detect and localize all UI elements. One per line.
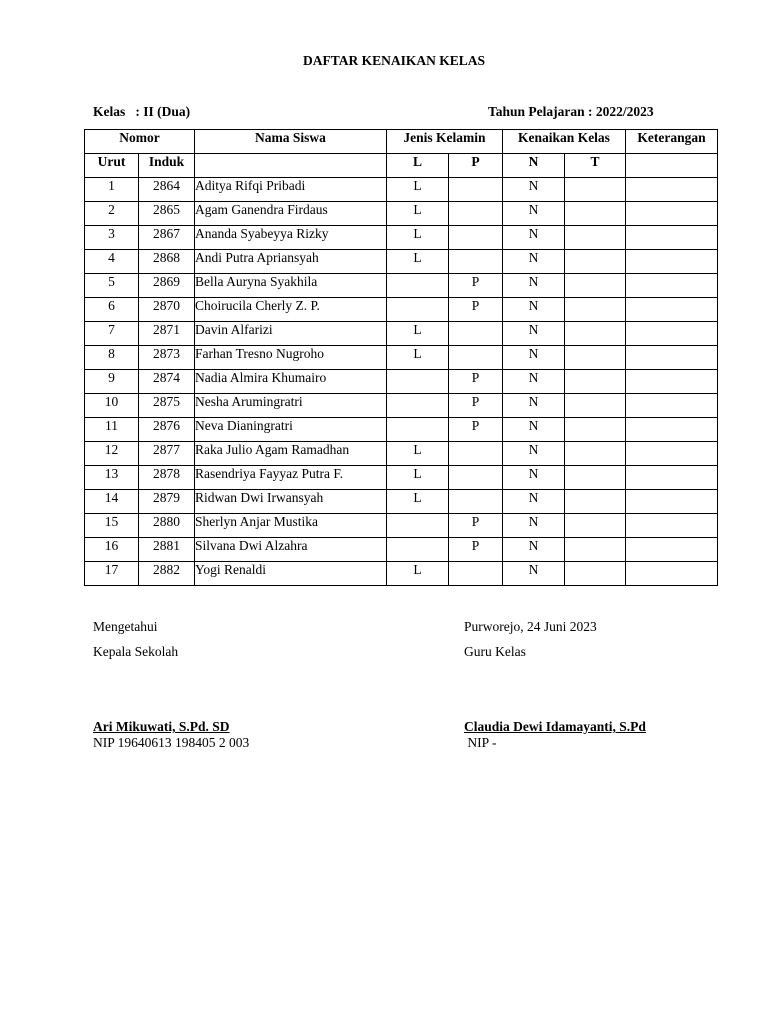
cell-tinggal xyxy=(565,466,626,490)
cell-keterangan xyxy=(626,394,718,418)
cell-urut: 1 xyxy=(85,178,139,202)
table-row xyxy=(85,394,718,418)
cell-induk: 2870 xyxy=(139,298,195,322)
cell-perempuan xyxy=(449,202,503,226)
cell-keterangan xyxy=(626,562,718,586)
cell-naik: N xyxy=(503,490,565,514)
cell-tinggal xyxy=(565,538,626,562)
cell-perempuan: P xyxy=(449,394,503,418)
cell-naik: N xyxy=(503,394,565,418)
cell-naik: N xyxy=(503,442,565,466)
cell-urut: 14 xyxy=(85,490,139,514)
cell-naik: N xyxy=(503,250,565,274)
cell-naik: N xyxy=(503,322,565,346)
cell-perempuan xyxy=(449,490,503,514)
cell-nama-siswa: Andi Putra Apriansyah xyxy=(195,250,387,274)
cell-naik: N xyxy=(503,346,565,370)
cell-urut: 11 xyxy=(85,418,139,442)
cell-tinggal xyxy=(565,370,626,394)
table-row xyxy=(85,298,718,322)
cell-laki-laki: L xyxy=(387,346,449,370)
cell-laki-laki: L xyxy=(387,250,449,274)
cell-keterangan xyxy=(626,298,718,322)
table-row xyxy=(85,178,718,202)
class-label: Kelas : II (Dua) xyxy=(93,104,191,119)
cell-keterangan xyxy=(626,274,718,298)
cell-nama-siswa: Yogi Renaldi xyxy=(195,562,387,586)
cell-nama-siswa: Choirucila Cherly Z. P. xyxy=(195,298,387,322)
header-l: L xyxy=(387,154,449,178)
table-row xyxy=(85,538,718,562)
cell-keterangan xyxy=(626,442,718,466)
table-row xyxy=(85,466,718,490)
header-nomor: Nomor xyxy=(85,130,195,154)
header-row-sub xyxy=(85,154,718,178)
cell-perempuan xyxy=(449,442,503,466)
cell-nama-siswa: Sherlyn Anjar Mustika xyxy=(195,514,387,538)
table-row xyxy=(85,250,718,274)
cell-perempuan xyxy=(449,466,503,490)
cell-keterangan xyxy=(626,346,718,370)
header-kenaikan-kelas: Kenaikan Kelas xyxy=(503,130,626,154)
cell-naik: N xyxy=(503,298,565,322)
header-nama-siswa: Nama Siswa xyxy=(195,130,387,154)
cell-keterangan xyxy=(626,538,718,562)
cell-tinggal xyxy=(565,346,626,370)
cell-induk: 2876 xyxy=(139,418,195,442)
cell-naik: N xyxy=(503,370,565,394)
cell-induk: 2867 xyxy=(139,226,195,250)
cell-keterangan xyxy=(626,226,718,250)
table-row xyxy=(85,442,718,466)
sig-right-line1: Purworejo, 24 Juni 2023 xyxy=(464,619,597,634)
cell-urut: 13 xyxy=(85,466,139,490)
cell-naik: N xyxy=(503,178,565,202)
table-row xyxy=(85,490,718,514)
cell-tinggal xyxy=(565,274,626,298)
cell-laki-laki: L xyxy=(387,322,449,346)
cell-naik: N xyxy=(503,274,565,298)
cell-tinggal xyxy=(565,178,626,202)
cell-nama-siswa: Silvana Dwi Alzahra xyxy=(195,538,387,562)
cell-keterangan xyxy=(626,418,718,442)
cell-naik: N xyxy=(503,514,565,538)
cell-nama-siswa: Nesha Arumingratri xyxy=(195,394,387,418)
cell-nama-siswa: Aditya Rifqi Pribadi xyxy=(195,178,387,202)
school-year-label: Tahun Pelajaran : 2022/2023 xyxy=(488,104,654,119)
cell-urut: 8 xyxy=(85,346,139,370)
teacher-nip: NIP - xyxy=(464,735,497,750)
cell-keterangan xyxy=(626,178,718,202)
cell-induk: 2865 xyxy=(139,202,195,226)
promotion-table xyxy=(84,129,718,586)
cell-induk: 2878 xyxy=(139,466,195,490)
cell-keterangan xyxy=(626,370,718,394)
table-row xyxy=(85,514,718,538)
cell-tinggal xyxy=(565,250,626,274)
cell-tinggal xyxy=(565,202,626,226)
table-row xyxy=(85,562,718,586)
cell-induk: 2880 xyxy=(139,514,195,538)
header-urut: Urut xyxy=(85,154,139,178)
cell-nama-siswa: Neva Dianingratri xyxy=(195,418,387,442)
table-row xyxy=(85,370,718,394)
cell-nama-siswa: Rasendriya Fayyaz Putra F. xyxy=(195,466,387,490)
table-row xyxy=(85,202,718,226)
cell-naik: N xyxy=(503,562,565,586)
cell-laki-laki xyxy=(387,394,449,418)
cell-induk: 2868 xyxy=(139,250,195,274)
cell-keterangan xyxy=(626,250,718,274)
cell-urut: 12 xyxy=(85,442,139,466)
cell-urut: 2 xyxy=(85,202,139,226)
cell-perempuan: P xyxy=(449,370,503,394)
cell-laki-laki xyxy=(387,274,449,298)
table-row xyxy=(85,418,718,442)
cell-naik: N xyxy=(503,538,565,562)
principal-name: Ari Mikuwati, S.Pd. SD xyxy=(93,719,230,734)
cell-keterangan xyxy=(626,514,718,538)
cell-perempuan: P xyxy=(449,514,503,538)
cell-naik: N xyxy=(503,418,565,442)
table-row xyxy=(85,322,718,346)
sig-right-line2: Guru Kelas xyxy=(464,644,526,659)
cell-naik: N xyxy=(503,226,565,250)
cell-urut: 15 xyxy=(85,514,139,538)
cell-induk: 2875 xyxy=(139,394,195,418)
cell-urut: 6 xyxy=(85,298,139,322)
cell-laki-laki: L xyxy=(387,226,449,250)
cell-laki-laki: L xyxy=(387,442,449,466)
cell-induk: 2873 xyxy=(139,346,195,370)
cell-laki-laki: L xyxy=(387,202,449,226)
cell-tinggal xyxy=(565,490,626,514)
header-n: N xyxy=(503,154,565,178)
cell-naik: N xyxy=(503,466,565,490)
cell-tinggal xyxy=(565,562,626,586)
cell-urut: 3 xyxy=(85,226,139,250)
document-title: DAFTAR KENAIKAN KELAS xyxy=(302,53,486,68)
sig-left-line2: Kepala Sekolah xyxy=(93,644,179,659)
cell-induk: 2881 xyxy=(139,538,195,562)
cell-perempuan xyxy=(449,178,503,202)
cell-nama-siswa: Farhan Tresno Nugroho xyxy=(195,346,387,370)
cell-naik: N xyxy=(503,202,565,226)
cell-nama-siswa: Nadia Almira Khumairo xyxy=(195,370,387,394)
cell-laki-laki xyxy=(387,370,449,394)
cell-nama-siswa: Davin Alfarizi xyxy=(195,322,387,346)
cell-laki-laki: L xyxy=(387,562,449,586)
table-body xyxy=(85,178,718,586)
header-jenis-kelamin: Jenis Kelamin xyxy=(387,130,503,154)
teacher-name: Claudia Dewi Idamayanti, S.Pd xyxy=(464,719,646,734)
header-nama-empty xyxy=(195,154,387,178)
cell-tinggal xyxy=(565,418,626,442)
cell-nama-siswa: Raka Julio Agam Ramadhan xyxy=(195,442,387,466)
cell-nama-siswa: Ridwan Dwi Irwansyah xyxy=(195,490,387,514)
cell-keterangan xyxy=(626,322,718,346)
cell-perempuan xyxy=(449,226,503,250)
cell-induk: 2864 xyxy=(139,178,195,202)
cell-nama-siswa: Bella Auryna Syakhila xyxy=(195,274,387,298)
cell-laki-laki: L xyxy=(387,490,449,514)
cell-urut: 16 xyxy=(85,538,139,562)
cell-induk: 2882 xyxy=(139,562,195,586)
cell-perempuan: P xyxy=(449,418,503,442)
cell-tinggal xyxy=(565,298,626,322)
cell-laki-laki xyxy=(387,538,449,562)
table-row xyxy=(85,274,718,298)
sig-left-line1: Mengetahui xyxy=(93,619,158,634)
cell-induk: 2877 xyxy=(139,442,195,466)
cell-urut: 17 xyxy=(85,562,139,586)
cell-urut: 5 xyxy=(85,274,139,298)
cell-perempuan: P xyxy=(449,538,503,562)
cell-perempuan xyxy=(449,322,503,346)
cell-urut: 10 xyxy=(85,394,139,418)
principal-nip: NIP 19640613 198405 2 003 xyxy=(93,735,250,750)
cell-perempuan: P xyxy=(449,274,503,298)
cell-induk: 2874 xyxy=(139,370,195,394)
header-keterangan: Keterangan xyxy=(626,130,718,154)
cell-laki-laki xyxy=(387,418,449,442)
cell-perempuan xyxy=(449,562,503,586)
cell-keterangan xyxy=(626,490,718,514)
cell-perempuan: P xyxy=(449,298,503,322)
header-p: P xyxy=(449,154,503,178)
cell-perempuan xyxy=(449,250,503,274)
cell-urut: 7 xyxy=(85,322,139,346)
cell-keterangan xyxy=(626,466,718,490)
cell-keterangan xyxy=(626,202,718,226)
cell-induk: 2879 xyxy=(139,490,195,514)
cell-tinggal xyxy=(565,394,626,418)
cell-induk: 2871 xyxy=(139,322,195,346)
cell-perempuan xyxy=(449,346,503,370)
cell-laki-laki xyxy=(387,298,449,322)
header-row-top xyxy=(85,130,718,154)
cell-tinggal xyxy=(565,322,626,346)
table-row xyxy=(85,226,718,250)
cell-tinggal xyxy=(565,442,626,466)
cell-nama-siswa: Ananda Syabeyya Rizky xyxy=(195,226,387,250)
cell-urut: 4 xyxy=(85,250,139,274)
table-row xyxy=(85,346,718,370)
header-keterangan-empty xyxy=(626,154,718,178)
cell-laki-laki xyxy=(387,514,449,538)
header-t: T xyxy=(565,154,626,178)
cell-tinggal xyxy=(565,514,626,538)
header-induk: Induk xyxy=(139,154,195,178)
cell-laki-laki: L xyxy=(387,466,449,490)
cell-laki-laki: L xyxy=(387,178,449,202)
cell-induk: 2869 xyxy=(139,274,195,298)
cell-nama-siswa: Agam Ganendra Firdaus xyxy=(195,202,387,226)
cell-tinggal xyxy=(565,226,626,250)
cell-urut: 9 xyxy=(85,370,139,394)
